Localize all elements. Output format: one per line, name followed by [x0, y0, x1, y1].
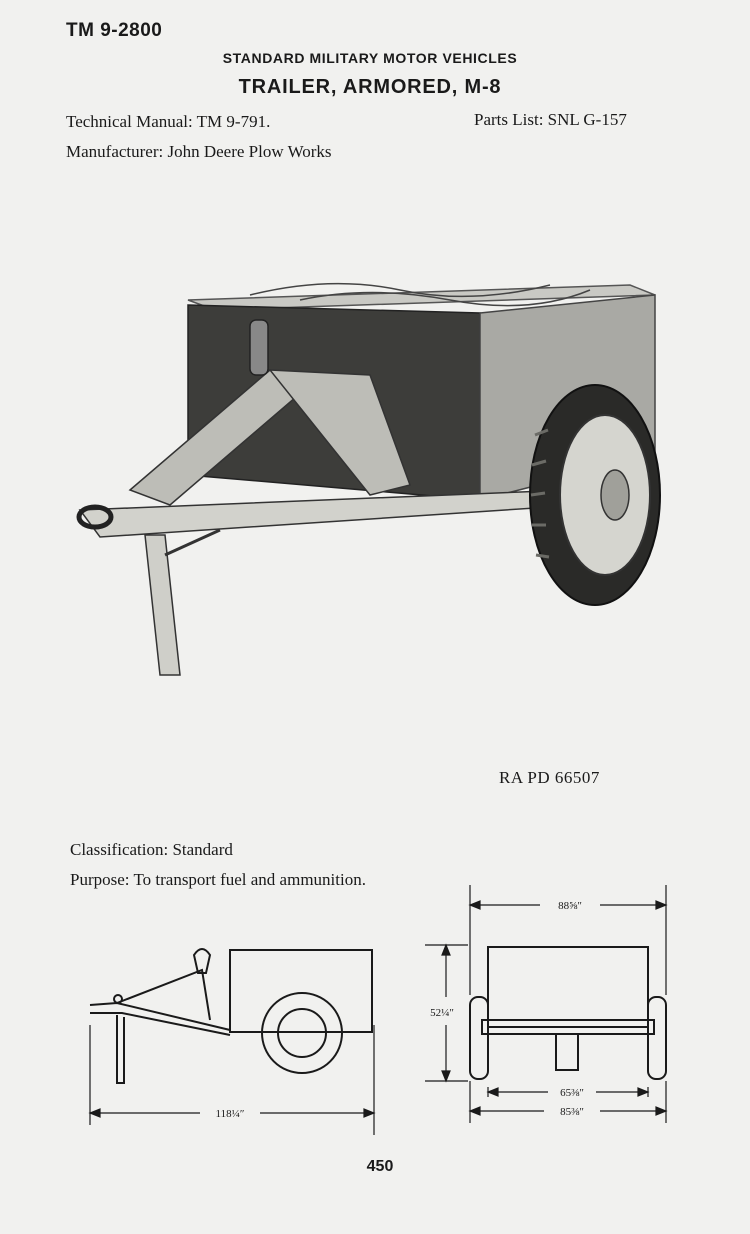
outer-tread-label: 85⅜″ — [560, 1106, 584, 1118]
overall-length-label: 118¼″ — [215, 1108, 245, 1120]
manufacturer-line: Manufacturer: John Deere Plow Works — [66, 142, 332, 161]
trailer-photo — [70, 255, 670, 695]
photo-reference: RA PD 66507 — [499, 768, 600, 787]
technical-manual-line: Technical Manual: TM 9-791. — [66, 112, 271, 131]
classification-line: Classification: Standard — [70, 840, 233, 859]
support-leg — [145, 535, 180, 675]
overall-width-label: 88⅝″ — [558, 900, 582, 912]
height-label: 52¼″ — [430, 1007, 454, 1019]
rear-wheel-right — [648, 997, 666, 1079]
purpose-line: Purpose: To transport fuel and ammunition. — [70, 870, 366, 889]
side-view-diagram — [82, 925, 382, 1145]
vehicle-title: TRAILER, ARMORED, M-8 — [238, 76, 502, 98]
rear-view-diagram — [420, 875, 680, 1145]
side-body — [230, 950, 372, 1032]
tm-number: TM 9-2800 — [66, 20, 163, 41]
rear-wheel-left — [470, 997, 488, 1079]
page-number: 450 — [366, 1158, 394, 1175]
section-title: STANDARD MILITARY MOTOR VEHICLES — [222, 50, 518, 66]
rear-body — [488, 947, 648, 1027]
parts-list-line: Parts List: SNL G-157 — [474, 110, 627, 129]
inner-tread-label: 65⅜″ — [560, 1087, 584, 1099]
